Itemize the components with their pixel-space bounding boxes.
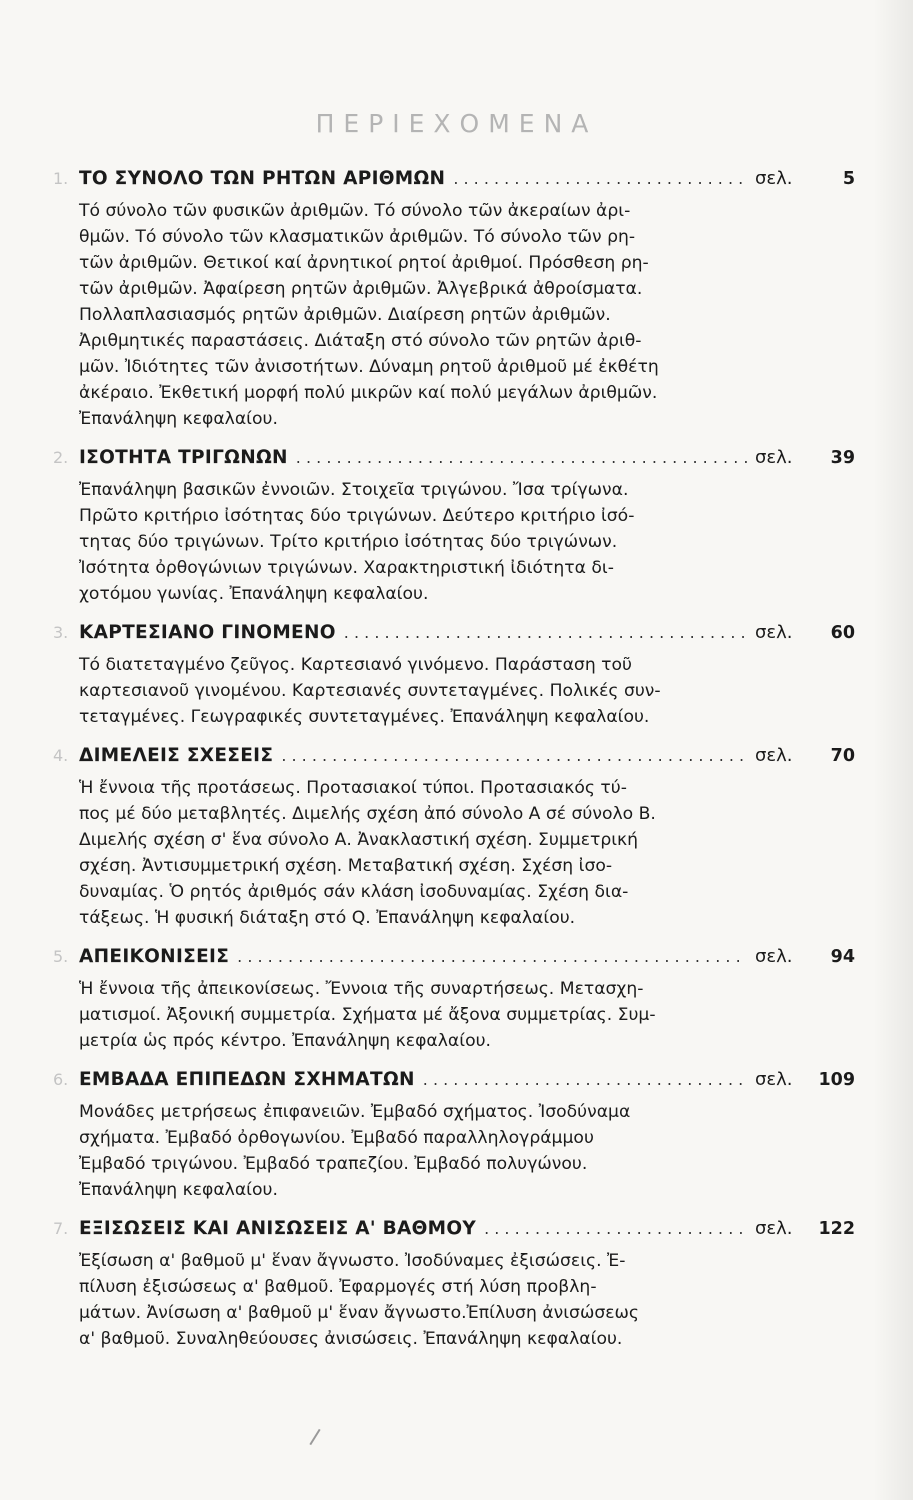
description-line: τῶν ἀριθμῶν. Ἀφαίρεση ρητῶν ἀριθμῶν. Ἀλγεβρικά ἀθροίσματα. xyxy=(79,279,643,299)
description-line: Ἀριθμητικές παραστάσεις. Διάταξη στό σύνολο τῶν ρητῶν ἀριθ- xyxy=(79,331,642,351)
dot-leader xyxy=(453,169,747,188)
chapter-number: 7. xyxy=(53,1219,69,1238)
description-line: Τό διατεταγμένο ζεῦγος. Καρτεσιανό γινόμενο. Παράσταση τοῦ xyxy=(79,655,632,675)
chapter-title: ΚΑΡΤΕΣΙΑΝΟ ΓΙΝΟΜΕΝΟ xyxy=(79,622,336,643)
page-title: ΠΕΡΙΕΧΟΜΕΝΑ xyxy=(315,108,598,138)
chapter-number: 2. xyxy=(53,448,69,467)
toc-entry-heading xyxy=(45,1069,855,1099)
chapter-description xyxy=(79,976,729,1054)
page-label: σελ. xyxy=(755,1069,793,1090)
description-line: χοτόμου γωνίας. Ἐπανάληψη κεφαλαίου. xyxy=(79,584,429,604)
chapter-number: 1. xyxy=(53,169,69,188)
description-line: α' βαθμοῦ. Συναληθεύουσες ἀνισώσεις. Ἐπανάληψη κεφαλαίου. xyxy=(79,1329,623,1349)
toc-entry xyxy=(45,946,855,1054)
description-line: θμῶν. Τό σύνολο τῶν κλασματικῶν ἀριθμῶν. Τό σύνολο τῶν ρη- xyxy=(79,227,636,247)
description-line: Ἐπανάληψη κεφαλαίου. xyxy=(79,1180,278,1200)
description-line: μάτων. Ἀνίσωση α' βαθμοῦ μ' ἕναν ἄγνωστο.Ἐπίλυση ἀνισώσεως xyxy=(79,1303,640,1323)
description-line: Ἐξίσωση α' βαθμοῦ μ' ἕναν ἄγνωστο. Ἰσοδύναμες ἐξισώσεις. Ἐ- xyxy=(79,1251,626,1271)
description-line: Ἐμβαδό τριγώνου. Ἐμβαδό τραπεζίου. Ἐμβαδό πολυγώνου. xyxy=(79,1154,588,1174)
page-label: σελ. xyxy=(755,168,793,189)
chapter-number: 5. xyxy=(53,947,69,966)
table-of-contents xyxy=(45,168,855,1367)
chapter-description xyxy=(79,1248,729,1352)
chapter-number: 3. xyxy=(53,623,69,642)
page-label: σελ. xyxy=(755,622,793,643)
toc-entry xyxy=(45,622,855,730)
chapter-title: ΕΜΒΑΔΑ ΕΠΙΠΕΔΩΝ ΣΧΗΜΑΤΩΝ xyxy=(79,1069,415,1090)
toc-entry xyxy=(45,168,855,432)
description-line: πος μέ δύο μεταβλητές. Διμελής σχέση ἀπό σύνολο Α σέ σύνολο Β. xyxy=(79,804,656,824)
chapter-description xyxy=(79,477,729,607)
page-label: σελ. xyxy=(755,447,793,468)
toc-entry xyxy=(45,1069,855,1203)
toc-entry-heading xyxy=(45,745,855,775)
description-line: ματισμοί. Ἀξονική συμμετρία. Σχήματα μέ ἄξονα συμμετρίας. Συμ- xyxy=(79,1005,656,1025)
description-line: Ἰσότητα ὀρθογώνιων τριγώνων. Χαρακτηριστική ἰδιότητα δι- xyxy=(79,558,614,578)
chapter-number: 4. xyxy=(53,746,69,765)
chapter-title: ΑΠΕΙΚΟΝΙΣΕΙΣ xyxy=(79,946,230,967)
toc-entry-heading xyxy=(45,1218,855,1248)
toc-entry-heading xyxy=(45,447,855,477)
dot-leader xyxy=(344,623,747,642)
description-line: Τό σύνολο τῶν φυσικῶν ἀριθμῶν. Τό σύνολο τῶν ἀκεραίων ἀρι- xyxy=(79,201,631,221)
chapter-description xyxy=(79,775,729,931)
page-number: 70 xyxy=(830,746,855,766)
description-line: καρτεσιανοῦ γινομένου. Καρτεσιανές συντεταγμένες. Πολικές συν- xyxy=(79,681,661,701)
toc-entry xyxy=(45,1218,855,1352)
description-line: σχέση. Ἀντισυμμετρική σχέση. Μεταβατική σχέση. Σχέση ἰσο- xyxy=(79,856,613,876)
chapter-description xyxy=(79,198,729,432)
description-line: Ἡ ἔννοια τῆς ἀπεικονίσεως. Ἔννοια τῆς συναρτήσεως. Μετασχη- xyxy=(79,979,644,999)
description-line: σχήματα. Ἐμβαδό ὀρθογωνίου. Ἐμβαδό παραλληλογράμμου xyxy=(79,1128,594,1148)
toc-entry-heading xyxy=(45,946,855,976)
chapter-description xyxy=(79,652,729,730)
dot-leader xyxy=(281,746,747,765)
description-line: Διμελής σχέση σ' ἕνα σύνολο Α. Ἀνακλαστική σχέση. Συμμετρική xyxy=(79,830,639,850)
description-line: τεταγμένες. Γεωγραφικές συντεταγμένες. Ἐπανάληψη κεφαλαίου. xyxy=(79,707,650,727)
description-line: πίλυση ἐξισώσεως α' βαθμοῦ. Ἐφαρμογές στή λύση προβλη- xyxy=(79,1277,597,1297)
description-line: δυναμίας. Ὁ ρητός ἀριθμός σάν κλάση ἰσοδυναμίας. Σχέση δια- xyxy=(79,882,629,902)
description-line: ἀκέραιο. Ἐκθετική μορφή πολύ μικρῶν καί πολύ μεγάλων ἀριθμῶν. xyxy=(79,383,658,403)
page-edge-shadow xyxy=(873,0,913,1500)
description-line: Πολλαπλασιασμός ρητῶν ἀριθμῶν. Διαίρεση ρητῶν ἀριθμῶν. xyxy=(79,305,611,325)
toc-entry xyxy=(45,447,855,607)
description-line: μετρία ὡς πρός κέντρο. Ἐπανάληψη κεφαλαίου. xyxy=(79,1031,491,1051)
toc-entry xyxy=(45,745,855,931)
description-line: Ἐπανάληψη βασικῶν ἐννοιῶν. Στοιχεῖα τριγώνου. Ἴσα τρίγωνα. xyxy=(79,480,629,500)
dot-leader xyxy=(237,947,747,966)
toc-entry-heading xyxy=(45,622,855,652)
description-line: μῶν. Ἰδιότητες τῶν ἀνισοτήτων. Δύναμη ρητοῦ ἀριθμοῦ μέ ἐκθέτη xyxy=(79,357,659,377)
page-label: σελ. xyxy=(755,745,793,766)
chapter-title: ΔΙΜΕΛΕΙΣ ΣΧΕΣΕΙΣ xyxy=(79,745,274,766)
page-number: 60 xyxy=(830,623,855,643)
description-line: Μονάδες μετρήσεως ἐπιφανειῶν. Ἐμβαδό σχήματος. Ἰσοδύναμα xyxy=(79,1102,631,1122)
pencil-mark xyxy=(309,1429,320,1445)
description-line: Ἡ ἔννοια τῆς προτάσεως. Προτασιακοί τύποι. Προτασιακός τύ- xyxy=(79,778,627,798)
dot-leader xyxy=(296,448,747,467)
description-line: Πρῶτο κριτήριο ἰσότητας δύο τριγώνων. Δεύτερο κριτήριο ἰσό- xyxy=(79,506,635,526)
dot-leader xyxy=(484,1219,747,1238)
chapter-description xyxy=(79,1099,729,1203)
chapter-number: 6. xyxy=(53,1070,69,1089)
page-number: 39 xyxy=(830,448,855,468)
page-number: 122 xyxy=(818,1219,855,1239)
page-label: σελ. xyxy=(755,946,793,967)
chapter-title: ΕΞΙΣΩΣΕΙΣ ΚΑΙ ΑΝΙΣΩΣΕΙΣ Α' ΒΑΘΜΟΥ xyxy=(79,1218,477,1239)
page-label: σελ. xyxy=(755,1218,793,1239)
description-line: τητας δύο τριγώνων. Τρίτο κριτήριο ἰσότητας δύο τριγώνων. xyxy=(79,532,618,552)
page-number: 109 xyxy=(818,1070,855,1090)
description-line: Ἐπανάληψη κεφαλαίου. xyxy=(79,409,278,429)
toc-entry-heading xyxy=(45,168,855,198)
dot-leader xyxy=(423,1070,747,1089)
description-line: τάξεως. Ἡ φυσική διάταξη στό Q. Ἐπανάληψη κεφαλαίου. xyxy=(79,908,576,928)
chapter-title: ΤΟ ΣΥΝΟΛΟ ΤΩΝ ΡΗΤΩΝ ΑΡΙΘΜΩΝ xyxy=(79,168,446,189)
chapter-title: ΙΣΟΤΗΤΑ ΤΡΙΓΩΝΩΝ xyxy=(79,447,288,468)
description-line: τῶν ἀριθμῶν. Θετικοί καί ἀρνητικοί ρητοί ἀριθμοί. Πρόσθεση ρη- xyxy=(79,253,649,273)
page-number: 94 xyxy=(830,947,855,967)
page-number: 5 xyxy=(842,169,855,189)
